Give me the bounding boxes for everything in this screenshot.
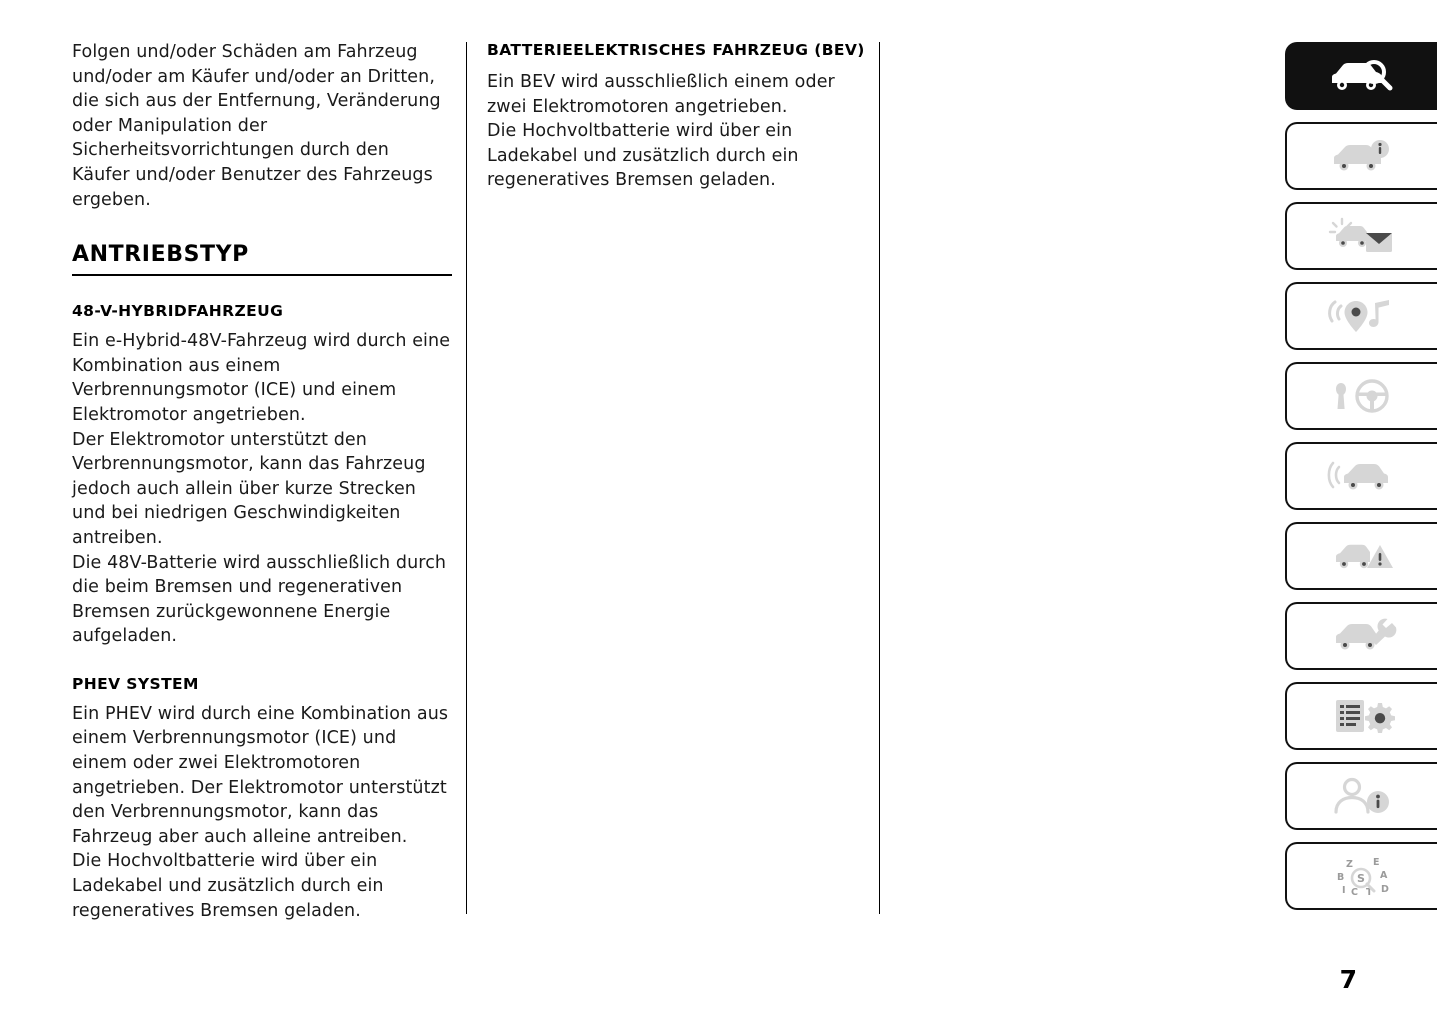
alphabetical-index-icon bbox=[1326, 854, 1398, 898]
tab-car-display-mail[interactable] bbox=[1285, 202, 1437, 270]
paragraph: Ein BEV wird ausschließlich einem oder zwei Elektromotoren angetrieben. bbox=[487, 72, 835, 117]
index-letter: B bbox=[1337, 872, 1345, 883]
paragraph: Ein PHEV wird durch eine Kombination aus einem Verbrennungsmotor (ICE) und einem oder zwei Elektromotoren angetrieben. Der Elektromotor unterstützt den Verbrennungsmotor, kann das Fahrzeug aber auch alleine antreiben. bbox=[72, 703, 449, 847]
text-column-middle bbox=[487, 40, 867, 193]
car-display-mail-icon bbox=[1326, 215, 1398, 257]
steering-wheel-seat-icon bbox=[1326, 375, 1398, 417]
chapter-tab-rail bbox=[1285, 42, 1445, 922]
tab-specifications[interactable] bbox=[1285, 682, 1437, 750]
index-letter: D bbox=[1381, 884, 1389, 895]
tab-car-info[interactable] bbox=[1285, 122, 1437, 190]
index-letter: E bbox=[1373, 857, 1380, 868]
tab-car-search[interactable] bbox=[1285, 42, 1437, 110]
text-column-left bbox=[72, 40, 452, 923]
tab-steering-wheel-seat[interactable] bbox=[1285, 362, 1437, 430]
tab-car-warning[interactable] bbox=[1285, 522, 1437, 590]
svg-text:S: S bbox=[1357, 872, 1365, 885]
index-letter: A bbox=[1380, 870, 1388, 881]
tab-customer-info[interactable] bbox=[1285, 762, 1437, 830]
paragraph: Der Elektromotor unterstützt den Verbrennungsmotor, kann das Fahrzeug jedoch auch allein über kurze Strecken und bei niedrigen Geschwindigkeiten antreiben. bbox=[72, 429, 426, 548]
section-heading-antriebstyp: ANTRIEBSTYP bbox=[72, 242, 452, 276]
index-letter: T bbox=[1366, 887, 1373, 898]
paragraph: Ein e-Hybrid-48V-Fahrzeug wird durch eine Kombination aus einem Verbrennungsmotor (ICE) und einem Elektromotor angetrieben. bbox=[72, 331, 451, 425]
tab-car-parking-sensor[interactable] bbox=[1285, 442, 1437, 510]
subsection-heading-48v-hybrid: 48-V-HYBRIDFAHRZEUG bbox=[72, 302, 284, 321]
paragraph: Folgen und/oder Schäden am Fahrzeug und/oder am Käufer und/oder an Dritten, die sich aus der Entfernung, Veränderung oder Manipulation der Sicherheitsvorrichtungen durch den Käufer und/oder Benutzer des Fahrzeugs ergeben. bbox=[72, 42, 441, 210]
tab-car-service-wrench[interactable] bbox=[1285, 602, 1437, 670]
column-divider bbox=[879, 42, 880, 914]
paragraph: Die Hochvoltbatterie wird über ein Ladekabel und zusätzlich durch ein regeneratives Bremsen geladen. bbox=[487, 121, 799, 191]
customer-info-icon bbox=[1326, 775, 1398, 817]
car-warning-icon bbox=[1326, 535, 1398, 577]
column-divider bbox=[466, 42, 467, 914]
car-info-icon bbox=[1326, 136, 1398, 176]
subsection-heading-phev-system: PHEV SYSTEM bbox=[72, 674, 199, 693]
car-service-wrench-icon bbox=[1326, 615, 1398, 657]
car-search-icon bbox=[1326, 56, 1398, 96]
index-letter: Z bbox=[1346, 859, 1353, 870]
paragraph: Die Hochvoltbatterie wird über ein Ladekabel und zusätzlich durch ein regeneratives Bremsen geladen. bbox=[72, 851, 384, 921]
paragraph: Die 48V-Batterie wird ausschließlich durch die beim Bremsen und regenerativen Bremsen zurückgewonnene Energie aufgeladen. bbox=[72, 552, 447, 647]
navigation-media-icon bbox=[1326, 295, 1398, 337]
page-number: 7 bbox=[1339, 965, 1357, 994]
index-letter: I bbox=[1342, 885, 1346, 896]
car-parking-sensor-icon bbox=[1326, 455, 1398, 497]
specifications-gear-icon bbox=[1326, 695, 1398, 737]
tab-navigation-media[interactable] bbox=[1285, 282, 1437, 350]
index-letter: C bbox=[1351, 887, 1358, 898]
subsection-heading-bev: BATTERIEELEKTRISCHES FAHRZEUG (BEV) bbox=[487, 41, 865, 59]
tab-alphabetical-index[interactable] bbox=[1285, 842, 1437, 910]
